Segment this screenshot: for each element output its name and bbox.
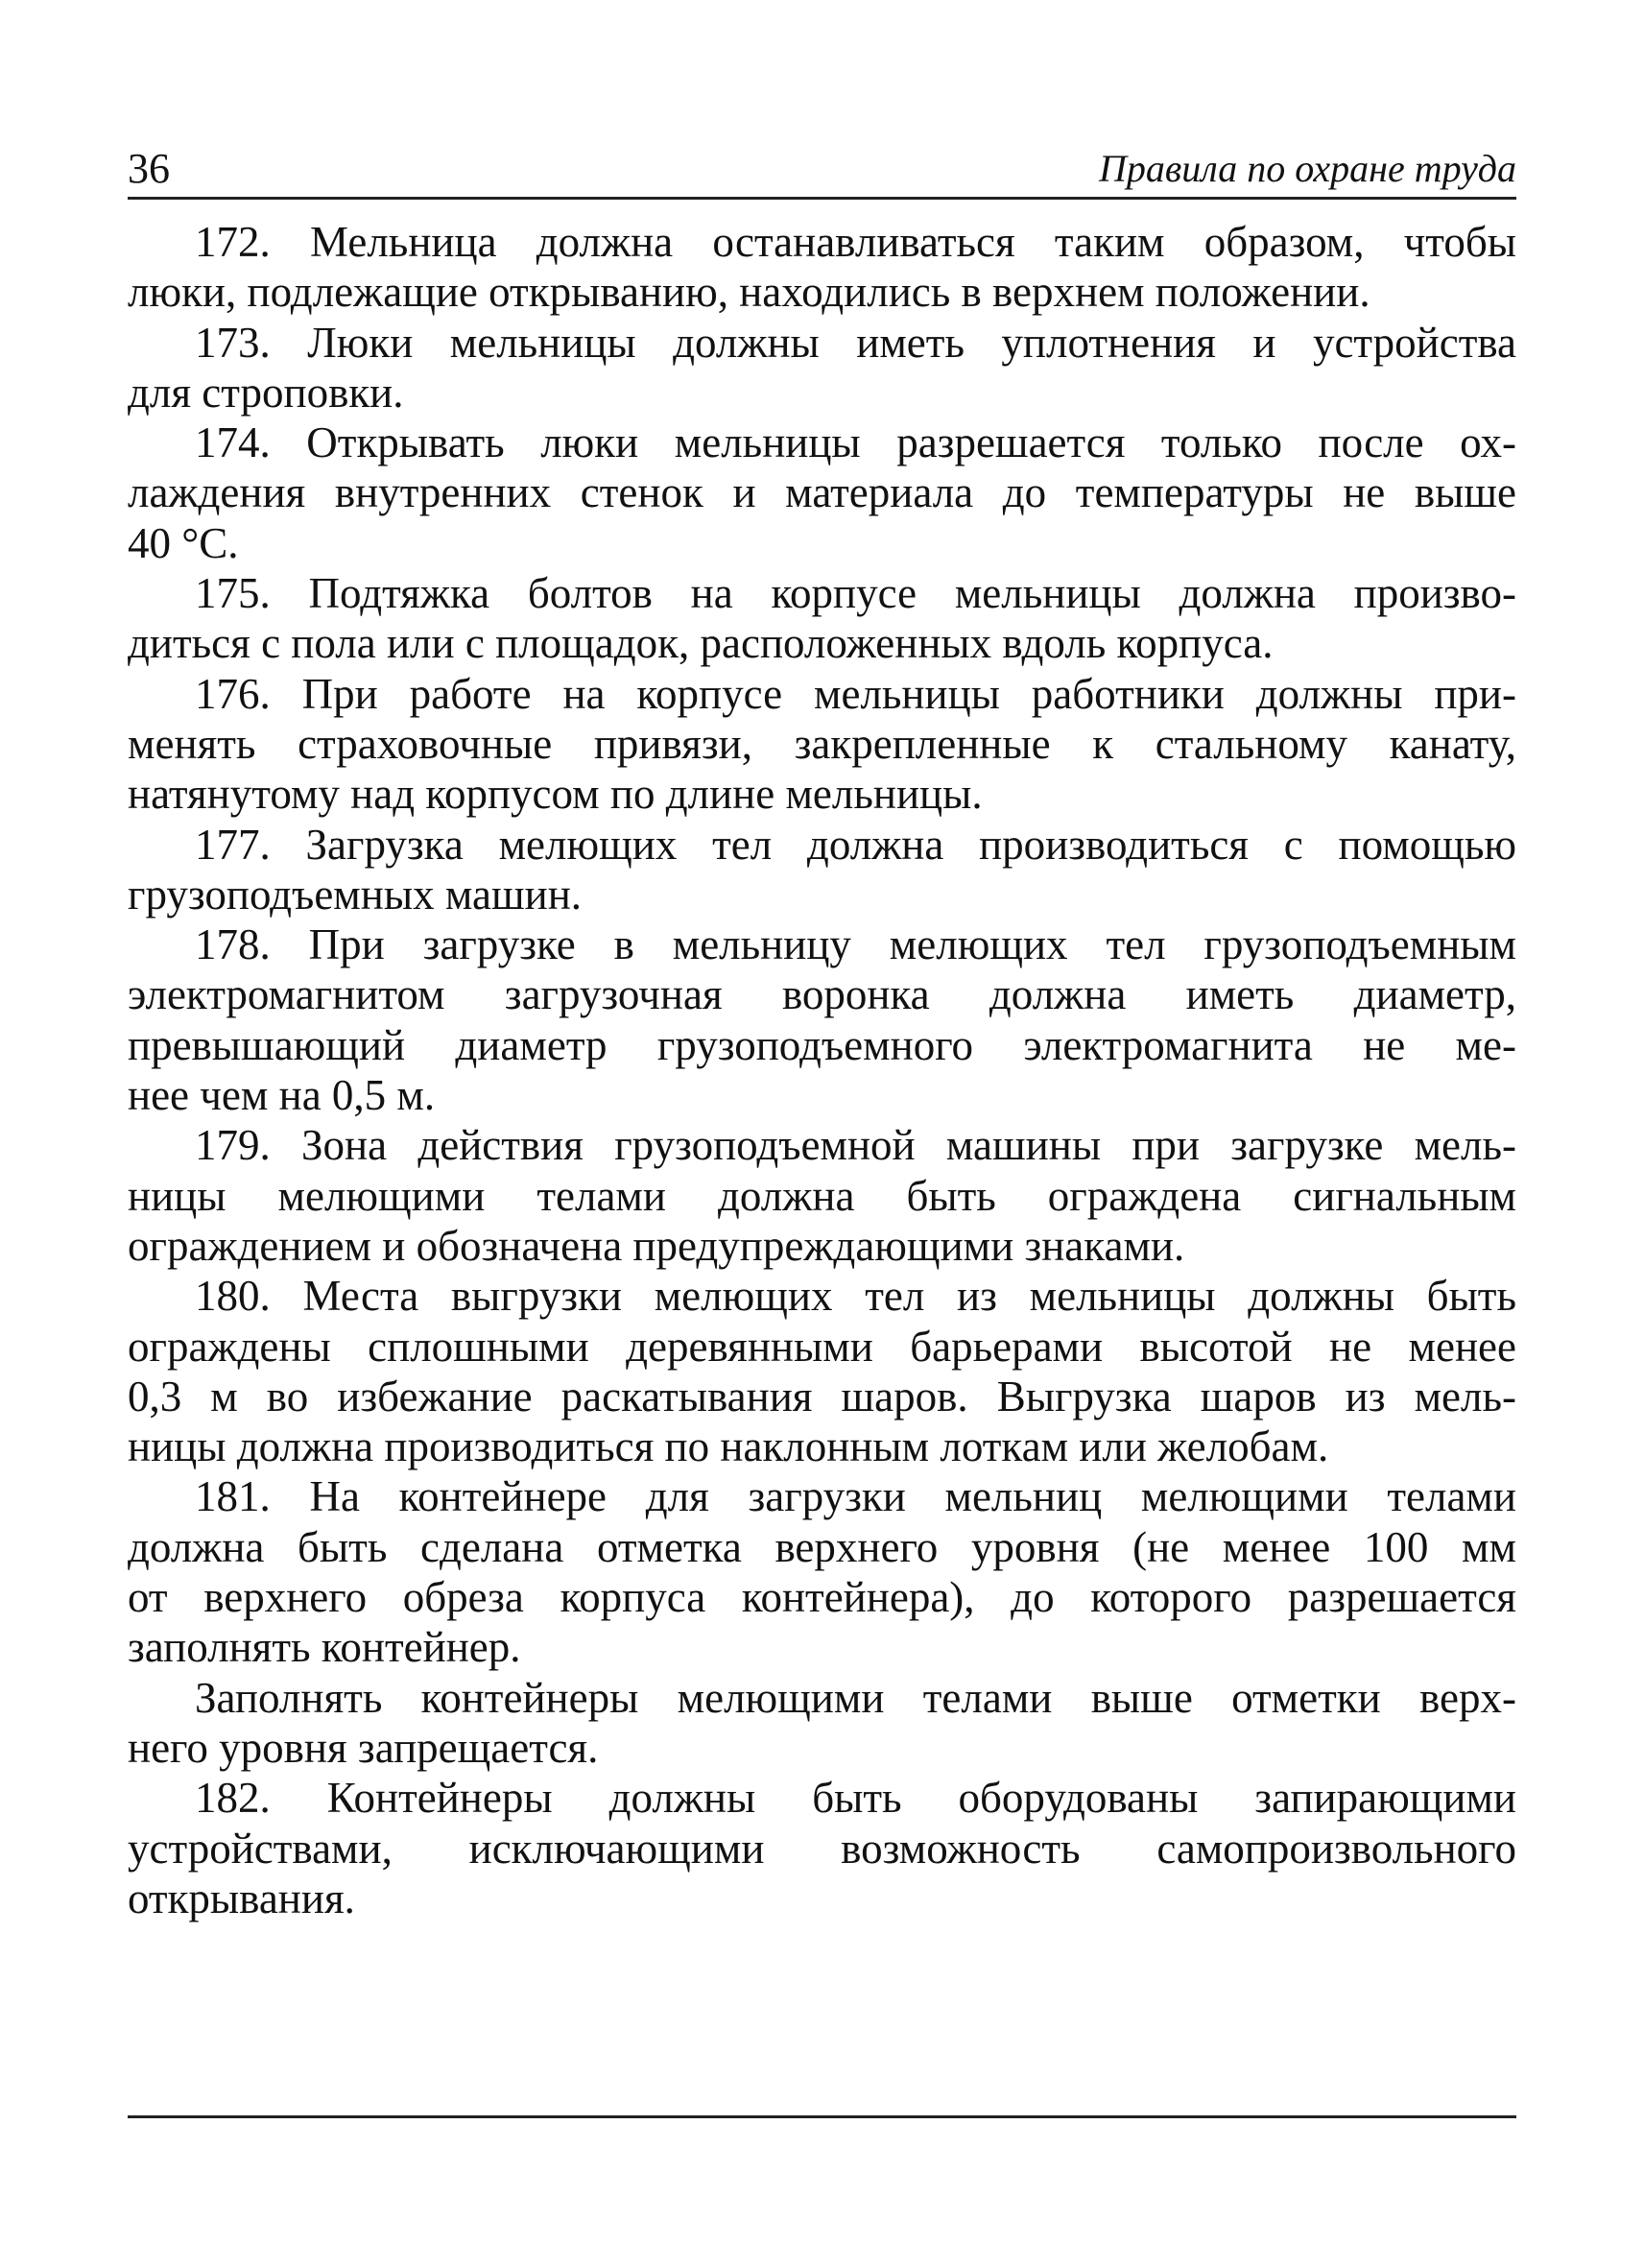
paragraph-181-continued	[128, 1673, 1516, 1774]
text-line: для строповки.	[128, 368, 404, 417]
text-line: него уровня запрещается.	[128, 1723, 599, 1772]
paragraph-173	[128, 318, 1516, 418]
paragraph-179	[128, 1120, 1516, 1271]
paragraph-176	[128, 669, 1516, 820]
text-line: 178. При загрузке в мельницу мелющих тел грузоподъемным	[195, 920, 1516, 969]
page-header	[128, 140, 1516, 198]
paragraph-182	[128, 1773, 1516, 1923]
text-line: лаждения внутренних стенок и материала до температуры не выше	[128, 468, 1516, 517]
text-line: 180. Места выгрузки мелющих тел из мельницы должны быть	[195, 1272, 1516, 1321]
text-line: люки, подлежащие открыванию, находились в верхнем положении.	[128, 268, 1370, 317]
footer-divider	[128, 2115, 1516, 2118]
text-line: диться с пола или с площадок, расположенных вдоль корпуса.	[128, 619, 1274, 668]
text-line: 173. Люки мельницы должны иметь уплотнения и устройства	[195, 318, 1516, 367]
paragraph-175	[128, 568, 1516, 669]
paragraph-172	[128, 217, 1516, 318]
text-line: Заполнять контейнеры мелющими телами выше отметки верх-	[195, 1673, 1516, 1722]
text-line: ограждением и обозначена предупреждающими знаками.	[128, 1221, 1185, 1270]
text-line: 176. При работе на корпусе мельницы работники должны при-	[195, 669, 1516, 718]
running-title: Правила по охране труда	[1099, 147, 1516, 190]
text-line: 179. Зона действия грузоподъемной машины при загрузке мель-	[195, 1121, 1516, 1170]
body-text	[128, 217, 1516, 1923]
page-number: 36	[128, 145, 170, 192]
text-line: 175. Подтяжка болтов на корпусе мельницы должна произво-	[195, 569, 1516, 618]
text-line: грузоподъемных машин.	[128, 870, 583, 919]
text-line: нее чем на 0,5 м.	[128, 1071, 436, 1120]
text-line: менять страховочные привязи, закрепленные к стальному канату,	[128, 719, 1516, 768]
text-line: 181. На контейнере для загрузки мельниц мелющими телами	[195, 1472, 1516, 1521]
text-line: заполнять контейнер.	[128, 1623, 521, 1672]
text-line: натянутому над корпусом по длине мельницы.	[128, 770, 983, 819]
text-line: устройствами, исключающими возможность самопроизвольного	[128, 1824, 1516, 1873]
text-line: открывания.	[128, 1874, 355, 1922]
paragraph-181	[128, 1471, 1516, 1672]
paragraph-180	[128, 1271, 1516, 1471]
header-divider	[128, 197, 1516, 200]
text-line: 182. Контейнеры должны быть оборудованы запирающими	[195, 1774, 1516, 1823]
text-line: 172. Мельница должна останавливаться таким образом, чтобы	[195, 218, 1516, 266]
text-line: 0,3 м во избежание раскатывания шаров. Выгрузка шаров из мель-	[128, 1372, 1516, 1420]
text-line: ницы должна производиться по наклонным лоткам или желобам.	[128, 1422, 1329, 1471]
text-line: от верхнего обреза корпуса контейнера), до которого разрешается	[128, 1573, 1516, 1622]
text-line: 174. Открывать люки мельницы разрешается только после ох-	[195, 418, 1516, 467]
text-line: превышающий диаметр грузоподъемного электромагнита не ме-	[128, 1020, 1516, 1069]
text-line: ограждены сплошными деревянными барьерами высотой не менее	[128, 1322, 1516, 1371]
text-line: электромагнитом загрузочная воронка должна иметь диаметр,	[128, 970, 1516, 1019]
text-line: 177. Загрузка мелющих тел должна производиться с помощью	[195, 820, 1516, 869]
text-line: ницы мелющими телами должна быть ограждена сигнальным	[128, 1171, 1516, 1220]
text-line: должна быть сделана отметка верхнего уровня (не менее 100 мм	[128, 1522, 1516, 1571]
text-line: 40 °С.	[128, 518, 239, 567]
paragraph-178	[128, 919, 1516, 1120]
paragraph-177	[128, 820, 1516, 920]
paragraph-174	[128, 418, 1516, 568]
